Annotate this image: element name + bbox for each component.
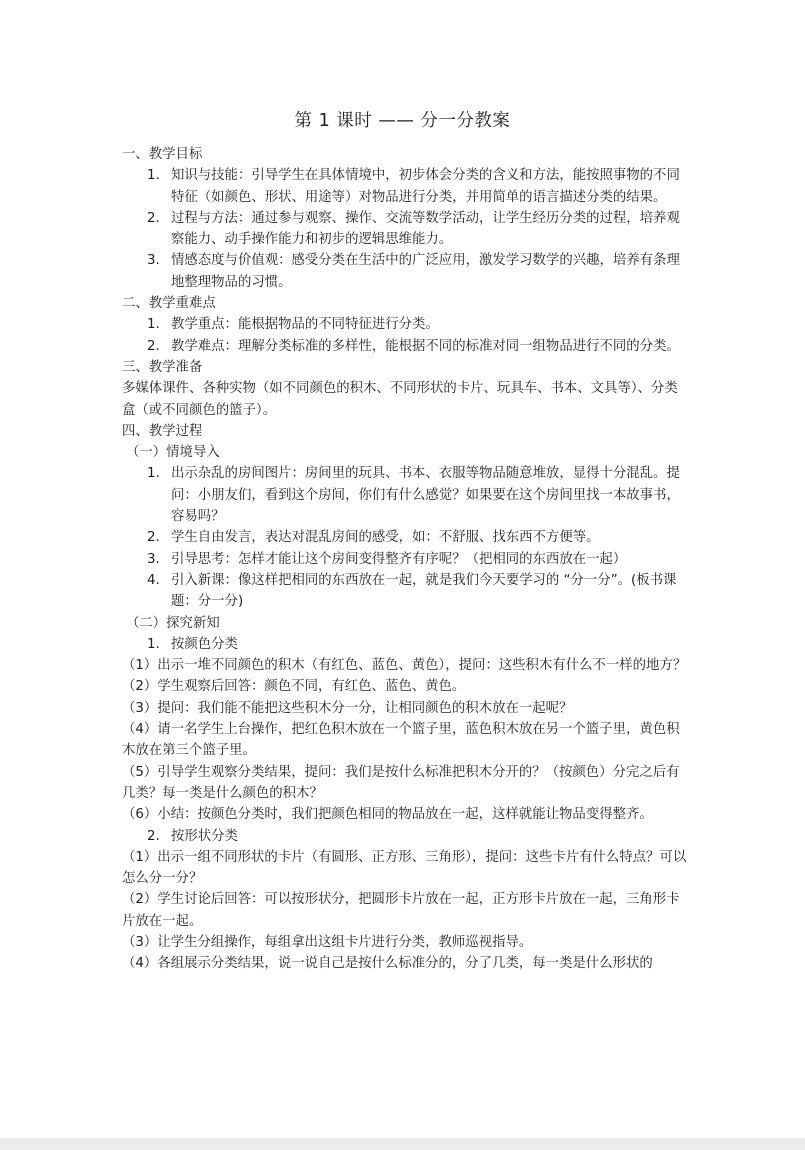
list-text: 出示杂乱的房间图片：房间里的玩具、书本、衣服等物品随意堆放，显得十分混乱。提问：小朋友们，看到这个房间，你们有什么感觉？如果要在这个房间里找一本故事书，容易吗？ bbox=[171, 466, 680, 525]
step-text: （4）各组展示分类结果，说一说自己是按什么标准分的，分了几类，每一类是什么形状的 bbox=[122, 956, 653, 972]
list-item bbox=[122, 826, 687, 847]
list-text: 按颜色分类 bbox=[171, 636, 238, 652]
section-heading-keypoints: 二、教学重难点 bbox=[122, 296, 216, 312]
subsection-heading-explore: （二）探究新知 bbox=[126, 615, 220, 631]
list-text: 按形状分类 bbox=[171, 828, 238, 844]
step-text: （3）提问：我们能不能把这些积木分一分，让相同颜色的积木放在一起呢？ bbox=[122, 700, 573, 716]
list-item bbox=[122, 570, 687, 613]
step-text: （5）引导学生观察分类结果，提问：我们是按什么标准把积木分开的？（按颜色）分完之后有几类？每一类是什么颜色的积木？ bbox=[122, 764, 680, 801]
section-heading-process: 四、教学过程 bbox=[122, 423, 203, 439]
list-item bbox=[122, 463, 687, 527]
section-heading-goals: 一、教学目标 bbox=[122, 147, 203, 162]
list-text: 学生自由发言，表达对混乱房间的感受，如：不舒服、找东西不方便等。 bbox=[171, 530, 600, 546]
list-item bbox=[122, 549, 687, 570]
list-item bbox=[122, 314, 687, 335]
list-text: 教学难点：理解分类标准的多样性，能根据不同的标准对同一组物品进行不同的分类。 bbox=[171, 338, 680, 354]
step-text: （2）学生讨论后回答：可以按形状分，把圆形卡片放在一起，正方形卡片放在一起，三角形卡片放在一起。 bbox=[122, 892, 680, 929]
list-number: 1. bbox=[147, 636, 160, 652]
prep-text: 多媒体课件、各种实物（如不同颜色的积木、不同形状的卡片、玩具车、书本、文具等）、分类盒（或不同颜色的篮子）。 bbox=[122, 381, 678, 418]
list-item bbox=[122, 634, 687, 655]
list-text: 引导思考：怎样才能让这个房间变得整齐有序呢？（把相同的东西放在一起） bbox=[171, 551, 627, 567]
list-text: 知识与技能：引导学生在具体情境中，初步体会分类的含义和方法，能按照事物的不同特征（如颜色、形状、用途等）对物品进行分类，并用简单的语言描述分类的结果。 bbox=[171, 168, 680, 205]
list-number: 2. bbox=[147, 828, 160, 844]
list-number: 1. bbox=[147, 317, 160, 333]
list-number: 2. bbox=[147, 338, 160, 354]
step-text: （1）出示一组不同形状的卡片（有圆形、正方形、三角形），提问：这些卡片有什么特点？可以怎么分一分？ bbox=[122, 849, 687, 887]
list-number: 4. bbox=[147, 572, 160, 588]
list-item bbox=[122, 165, 687, 208]
list-text: 引入新课：像这样把相同的东西放在一起，就是我们今天要学习的 “分一分”。(板书课题：分一分) bbox=[171, 572, 677, 610]
list-text: 教学重点：能根据物品的不同特征进行分类。 bbox=[171, 317, 439, 333]
list-number: 3. bbox=[147, 551, 160, 567]
list-text: 过程与方法：通过参与观察、操作、交流等数学活动，让学生经历分类的过程，培养观察能力、动手操作能力和初步的逻辑思维能力。 bbox=[171, 210, 680, 248]
list-item bbox=[122, 527, 687, 548]
step-text: （2）学生观察后回答：颜色不同，有红色、蓝色、黄色。 bbox=[122, 679, 466, 695]
page-title: 第 1 课时 —— 分一分教案 bbox=[294, 111, 511, 131]
step-text: （3）让学生分组操作，每组拿出这组卡片进行分类，教师巡视指导。 bbox=[122, 934, 533, 950]
subsection-heading-intro: （一）情境导入 bbox=[126, 445, 220, 461]
list-number: 1. bbox=[147, 466, 160, 482]
section-heading-prep: 三、教学准备 bbox=[122, 359, 203, 375]
list-item bbox=[122, 250, 687, 293]
list-text: 情感态度与价值观：感受分类在生活中的广泛应用，激发学习数学的兴趣，培养有条理地整理物品的习惯。 bbox=[171, 253, 680, 290]
document-body bbox=[122, 144, 687, 975]
list-number: 2. bbox=[147, 210, 160, 226]
step-text: （4）请一名学生上台操作，把红色积木放在一个篮子里，蓝色积木放在另一个篮子里，黄色积木放在第三个篮子里。 bbox=[122, 722, 680, 759]
list-item bbox=[122, 208, 687, 251]
step-text: （1）出示一堆不同颜色的积木（有红色、蓝色、黄色），提问：这些积木有什么不一样的地方？ bbox=[122, 658, 687, 674]
list-number: 3. bbox=[147, 253, 160, 269]
list-item bbox=[122, 336, 687, 357]
page-gap bbox=[0, 1138, 805, 1150]
list-number: 2. bbox=[147, 530, 160, 546]
step-text: （6）小结：按颜色分类时，我们把颜色相同的物品放在一起，这样就能让物品变得整齐。 bbox=[122, 807, 653, 823]
list-number: 1. bbox=[147, 168, 160, 184]
